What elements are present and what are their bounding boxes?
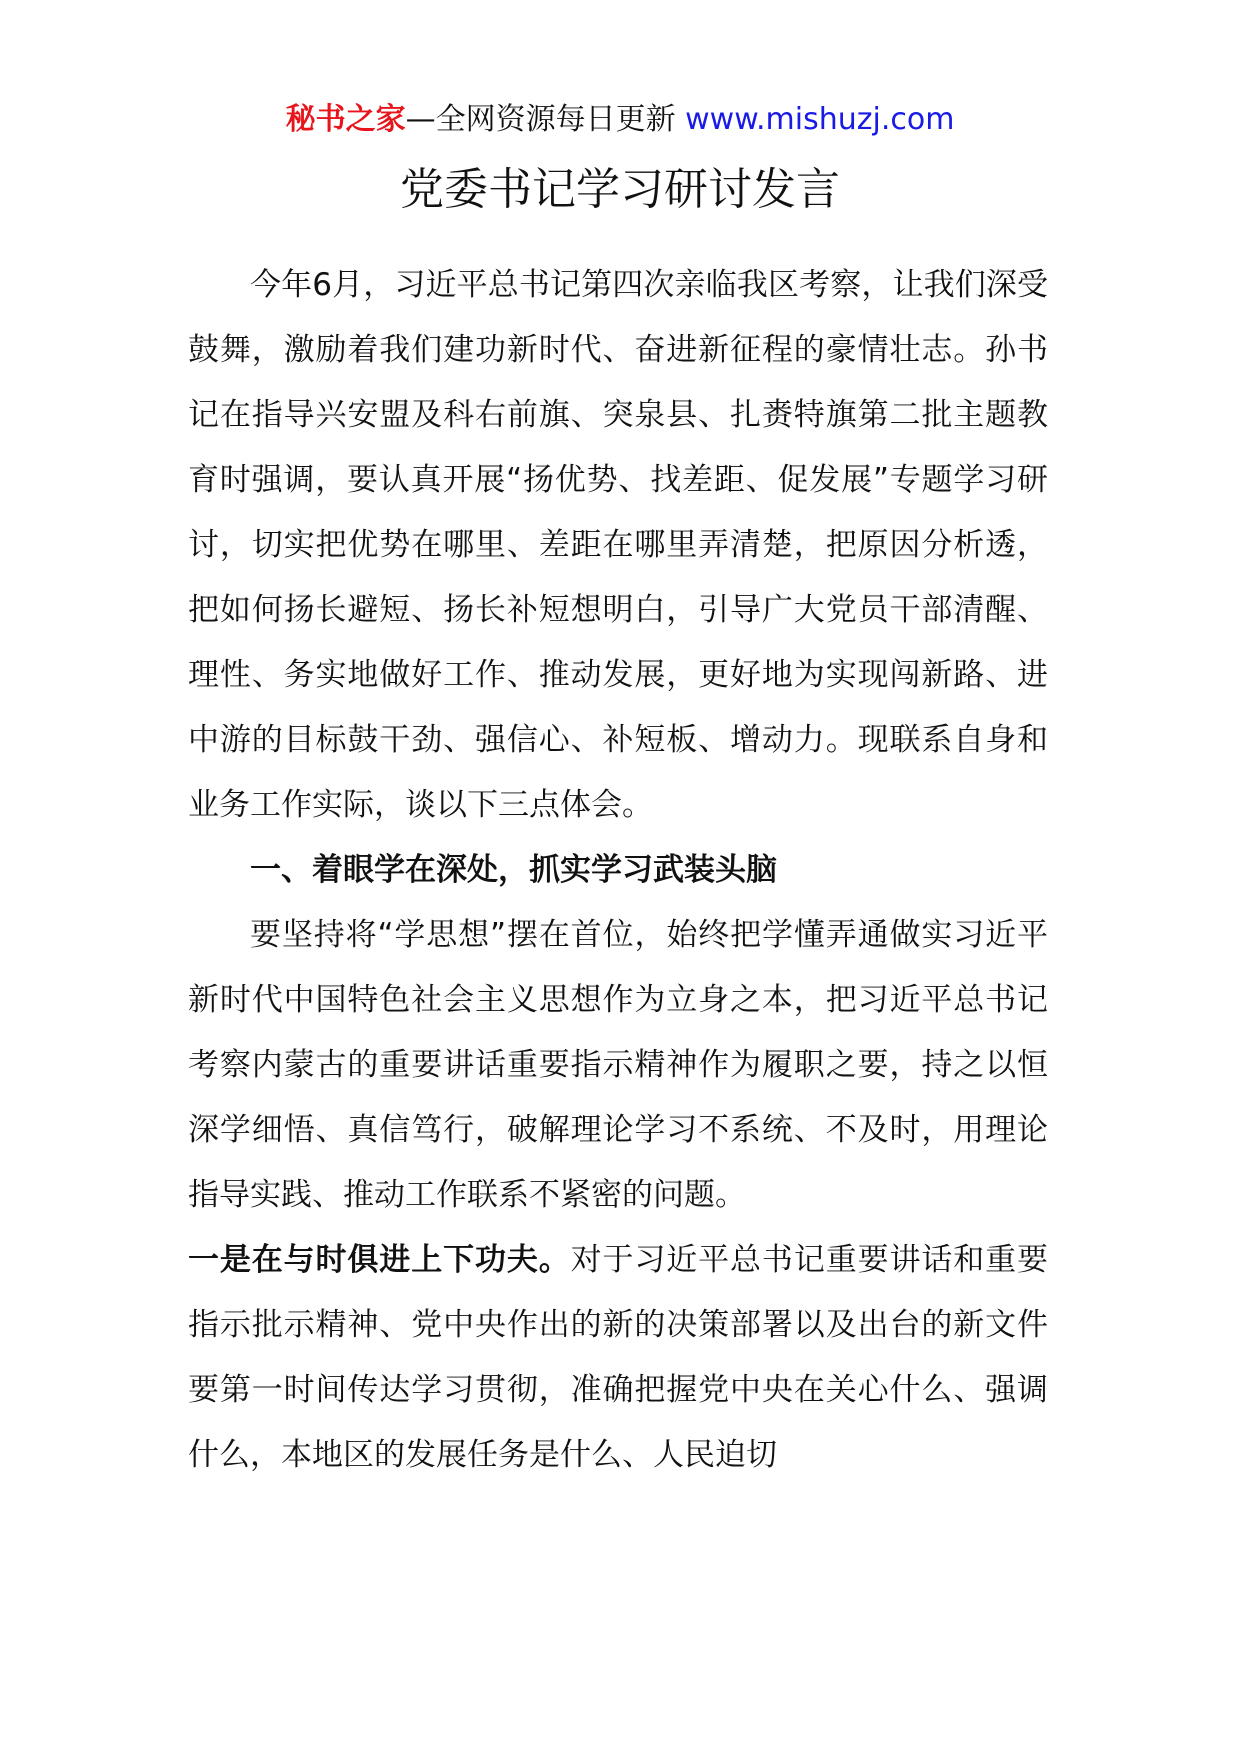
site-header: [0, 100, 1240, 140]
document-body: [188, 253, 1048, 1488]
intro-paragraph: 今年6月，习近平总书记第四次亲临我区考察，让我们深受鼓舞，激励着我们建功新时代、奋进新征程的豪情壮志。孙书记在指导兴安盟及科右前旗、突泉县、扎赉特旗第二批主题教育时强调，要认真开展“扬优势、找差距、促发展”专题学习研讨，切实把优势在哪里、差距在哪里弄清楚，把原因分析透，把如何扬长避短、扬长补短想明白，引导广大党员干部清醒、理性、务实地做好工作、推动发展，更好地为实现闯新路、进中游的目标鼓干劲、强信心、补短板、增动力。现联系自身和业务工作实际，谈以下三点体会。: [188, 267, 1048, 823]
point-one-paragraph: [188, 1228, 1048, 1488]
site-tagline: —全网资源每日更新: [405, 102, 686, 137]
section-heading-one: 一、着眼学在深处，抓实学习武装头脑: [250, 852, 777, 888]
point-one-lead: 一是在与时俱进上下功夫。: [188, 1242, 571, 1278]
document-title: 党委书记学习研讨发言: [400, 164, 840, 215]
point-one-text: 对于习近平总书记重要讲话和重要指示批示精神、党中央作出的新的决策部署以及出台的新文件要第一时间传达学习贯彻，准确把握党中央在关心什么、强调什么，本地区的发展任务是什么、人民迫切: [188, 1242, 1049, 1473]
section-one-paragraph: 要坚持将“学思想”摆在首位，始终把学懂弄通做实习近平新时代中国特色社会主义思想作为立身之本，把习近平总书记考察内蒙古的重要讲话重要指示精神作为履职之要，持之以恒深学细悟、真信笃行，破解理论学习不系统、不及时，用理论指导实践、推动工作联系不紧密的问题。: [188, 917, 1048, 1213]
site-brand: 秘书之家: [285, 102, 406, 137]
site-url-link[interactable]: www.mishuzj.com: [685, 102, 955, 137]
